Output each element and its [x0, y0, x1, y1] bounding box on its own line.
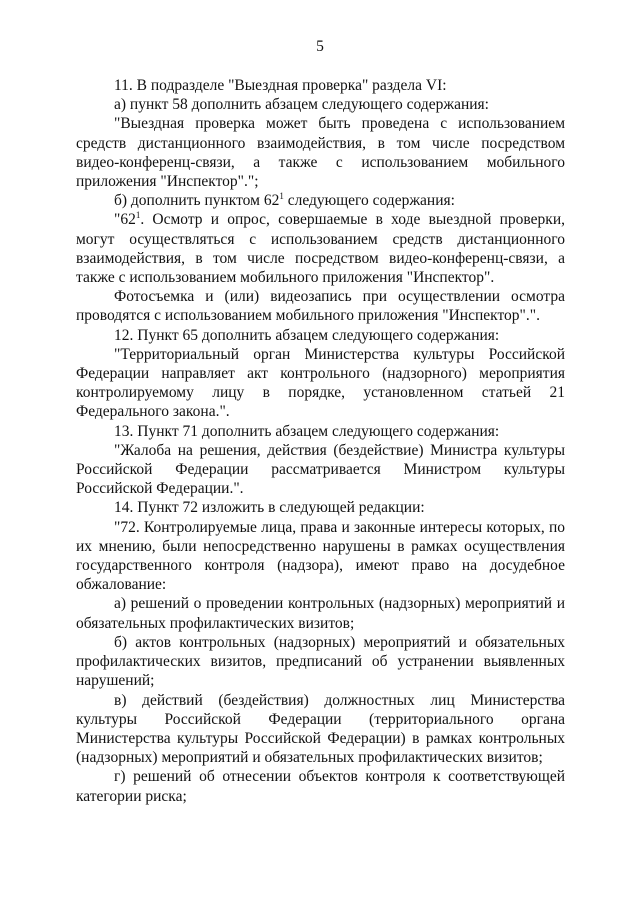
superscript: 1 — [279, 191, 284, 202]
paragraph: 11. В подразделе "Выездная проверка" раздела VI: — [114, 77, 447, 94]
paragraph: 14. Пункт 72 изложить в следующей редакции: — [114, 499, 425, 517]
paragraph: а) решений о проведении контрольных (надзорных) мероприятий и обязательных профилактических визитов; — [76, 595, 565, 632]
paragraph: "Жалоба на решения, действия (бездействие) Министра культуры Российской Федерации рассматривается Министром культуры Российской Федерации.". — [76, 441, 565, 498]
paragraph: в) действий (бездействия) должностных лиц Министерства культуры Российской Федерации (территориального органа Министерства культуры Российской Федерации) в рамках контрольных (надзорных) мероприятий и обязательных профилактических визитов; — [76, 691, 565, 767]
paragraph-text: . Осмотр и опрос, совершаемые в ходе выездной проверки, могут осуществляться с использованием средств дистанционного взаимодействия, в том числе посредством видео-конференц-связи, а также с использованием мобильного приложения "Инспектор". — [76, 211, 565, 287]
superscript: 1 — [135, 210, 141, 221]
paragraph: 13. Пункт 71 дополнить абзацем следующего содержания: — [114, 422, 500, 440]
paragraph-text: б) дополнить пунктом 62 — [114, 192, 280, 210]
page-number: 5 — [316, 38, 324, 55]
paragraph-text: "62 — [114, 211, 136, 229]
paragraph — [76, 210, 565, 287]
paragraph: а) пункт 58 дополнить абзацем следующего содержания: — [114, 96, 489, 114]
paragraph: б) актов контрольных (надзорных) мероприятий и обязательных профилактических визитов, предписаний об устранении выявленных нарушений; — [76, 633, 565, 690]
paragraph-text: следующего содержания: — [283, 192, 455, 210]
paragraph: г) решений об отнесении объектов контроля к соответствующей категории риска; — [76, 768, 565, 805]
paragraph: "Выездная проверка может быть проведена с использованием средств дистанционного взаимодействия, в том числе посредством видео-конференц-связи, а также с использованием мобильного приложения "Инспектор"."; — [76, 115, 565, 191]
paragraph: "Территориальный орган Министерства культуры Российской Федерации направляет акт контрольного (надзорного) мероприятия контролируемому лицу в порядке, установленном статьей 21 Федерального закона.". — [76, 345, 565, 421]
paragraph: Фотосъемка и (или) видеозапись при осуществлении осмотра проводятся с использованием мобильного приложения "Инспектор".". — [76, 288, 565, 325]
paragraph: "72. Контролируемые лица, права и законные интересы которых, по их мнению, были непосредственно нарушены в рамках осуществления государственного контроля (надзора), имеют право на досудебное обжалование: — [76, 518, 565, 594]
paragraph: 12. Пункт 65 дополнить абзацем следующего содержания: — [114, 326, 500, 344]
paragraph — [76, 191, 565, 210]
document-body — [76, 76, 565, 806]
